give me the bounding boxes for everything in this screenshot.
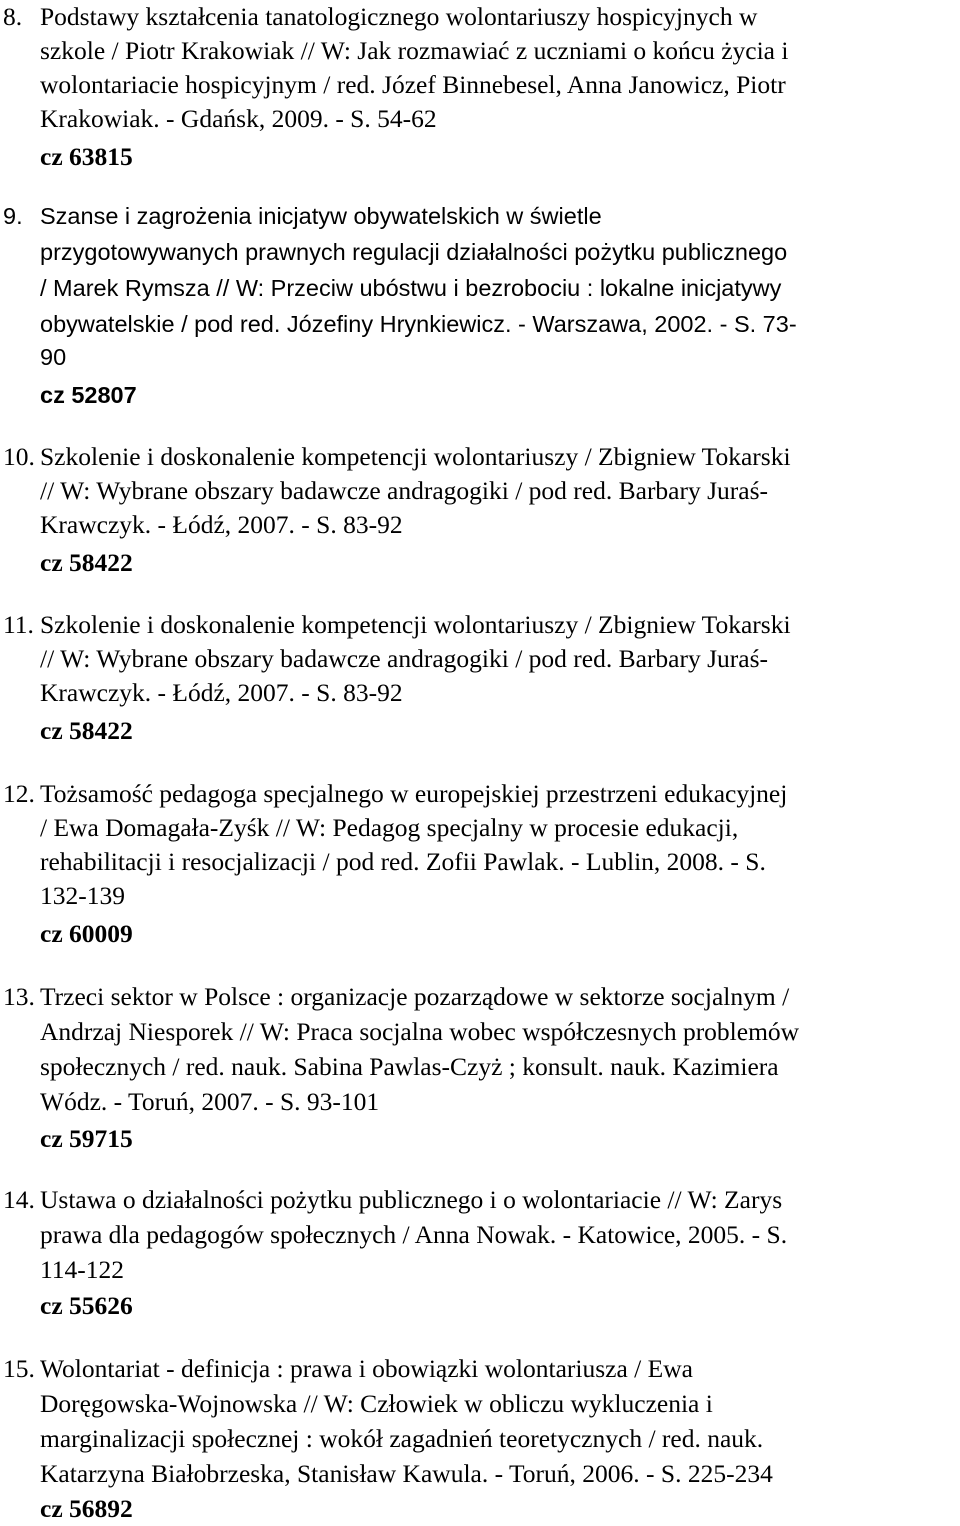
entry-text-line: wolontariacie hospicyjnym / red. Józef Binnebesel, Anna Janowicz, Piotr (40, 70, 786, 99)
call-number: cz 63815 (40, 142, 133, 171)
entry-text-line: Wódz. - Toruń, 2007. - S. 93-101 (40, 1087, 380, 1116)
entry-text-line: Szkolenie i doskonalenie kompetencji wolontariuszy / Zbigniew Tokarski (40, 610, 791, 639)
entry-text-line: / Ewa Domagała-Zyśk // W: Pedagog specjalny w procesie edukacji, (40, 813, 739, 842)
entry-text-line: 132-139 (40, 881, 125, 910)
entry-text-line: Andrzaj Niesporek // W: Praca socjalna wobec współczesnych problemów (40, 1017, 800, 1046)
entry-number: 10. (3, 442, 35, 471)
call-number: cz 60009 (40, 919, 133, 948)
entry-number: 9. (3, 203, 23, 229)
entry-text-line: Katarzyna Białobrzeska, Stanisław Kawula. - Toruń, 2006. - S. 225-234 (40, 1459, 773, 1488)
entry-text-line: szkole / Piotr Krakowiak // W: Jak rozmawiać z uczniami o końcu życia i (40, 36, 789, 65)
call-number: cz 56892 (40, 1494, 133, 1523)
call-number: cz 58422 (40, 548, 133, 577)
entry-text-line: 114-122 (40, 1255, 125, 1284)
entry-number: 14. (3, 1185, 35, 1214)
entry-text-line: prawa dla pedagogów społecznych / Anna Nowak. - Katowice, 2005. - S. (40, 1220, 788, 1249)
entry-text-line: 90 (40, 344, 67, 370)
entry-text-line: społecznych / red. nauk. Sabina Pawlas-Czyż ; konsult. nauk. Kazimiera (40, 1052, 779, 1081)
call-number: cz 52807 (40, 382, 137, 408)
entry-number: 11. (3, 610, 34, 639)
entry-text-line: Krawczyk. - Łódź, 2007. - S. 83-92 (40, 678, 403, 707)
entry-text-line: przygotowywanych prawnych regulacji działalności pożytku publicznego (40, 239, 788, 265)
entry-number: 13. (3, 982, 35, 1011)
entry-text-line: // W: Wybrane obszary badawcze andragogiki / pod red. Barbary Juraś- (40, 476, 769, 505)
call-number: cz 58422 (40, 716, 133, 745)
entry-text-line: marginalizacji społecznej : wokół zagadnień teoretycznych / red. nauk. (40, 1424, 764, 1453)
entry-text-line: Ustawa o działalności pożytku publicznego i o wolontariacie // W: Zarys (40, 1185, 783, 1214)
entry-number: 8. (3, 2, 23, 31)
entry-text-line: Tożsamość pedagoga specjalnego w europejskiej przestrzeni edukacyjnej (40, 779, 788, 808)
entry-text-line: Doręgowska-Wojnowska // W: Człowiek w obliczu wykluczenia i (40, 1389, 713, 1418)
entry-text-line: Trzeci sektor w Polsce : organizacje pozarządowe w sektorze socjalnym / (40, 982, 790, 1011)
entry-text-line: // W: Wybrane obszary badawcze andragogiki / pod red. Barbary Juraś- (40, 644, 769, 673)
call-number: cz 59715 (40, 1124, 133, 1153)
entry-text-line: Krakowiak. - Gdańsk, 2009. - S. 54-62 (40, 104, 437, 133)
call-number: cz 55626 (40, 1291, 133, 1320)
entry-text-line: Krawczyk. - Łódź, 2007. - S. 83-92 (40, 510, 403, 539)
entry-text-line: Szkolenie i doskonalenie kompetencji wolontariuszy / Zbigniew Tokarski (40, 442, 791, 471)
entry-text-line: Podstawy kształcenia tanatologicznego wolontariuszy hospicyjnych w (40, 2, 758, 31)
entry-number: 12. (3, 779, 35, 808)
entry-text-line: rehabilitacji i resocjalizacji / pod red. Zofii Pawlak. - Lublin, 2008. - S. (40, 847, 766, 876)
entry-text-line: obywatelskie / pod red. Józefiny Hrynkiewicz. - Warszawa, 2002. - S. 73- (40, 311, 797, 337)
entry-text-line: Szanse i zagrożenia inicjatyw obywatelskich w świetle (40, 203, 602, 229)
entry-text-line: / Marek Rymsza // W: Przeciw ubóstwu i bezrobociu : lokalne inicjatywy (40, 275, 782, 301)
entry-text-line: Wolontariat - definicja : prawa i obowiązki wolontariusza / Ewa (40, 1354, 693, 1383)
entry-number: 15. (3, 1354, 35, 1383)
